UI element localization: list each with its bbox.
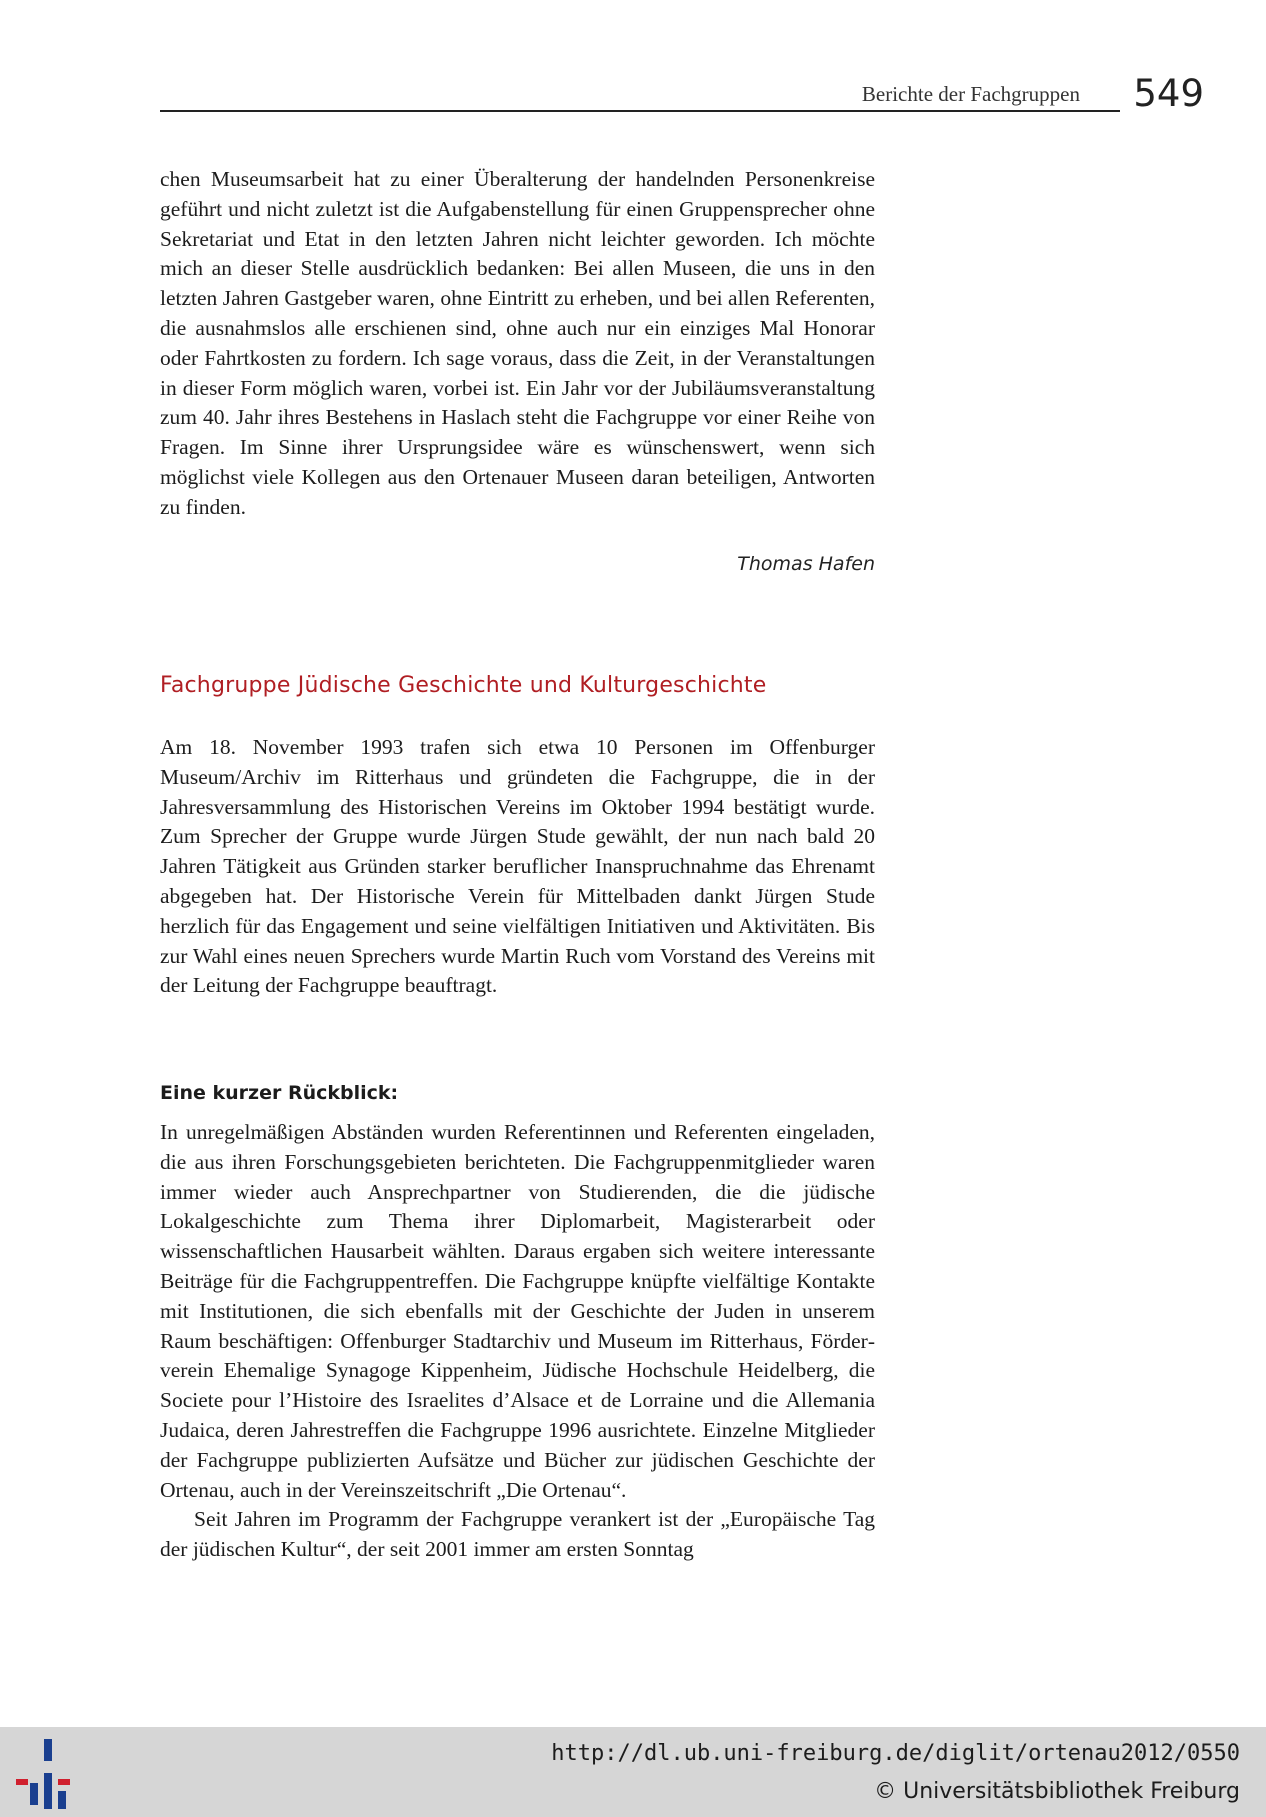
review-paragraph-1: In unregelmäßigen Abständen wurden Referentinnen und Referenten eingeladen, die aus ihren Forschungsgebieten berichteten. Die Fachgruppenmitglieder waren immer wieder auch Ansprechpartner von Studierenden, die die jüdische Lokalgeschichte zum Thema ihrer Diplomarbeit, Magisterarbeit oder wissenschaftlichen Hausarbeit wählten. Daraus ergaben sich weitere interessante Beiträge für die Fachgruppentreffen. Die Fachgruppe knüpfte vielfältige Kontakte mit Institutionen, die sich ebenfalls mit der Geschichte der Juden in unserem Raum beschäftigen: Offenburger Stadtarchiv und Museum im Ritterhaus, Förderverein Ehemalige Synagoge Kippenheim, Jüdische Hochschule Heidelberg, die Societe pour l’Histoire des Israelites d’Alsace et de Lorraine und die Allemania Judaica, deren Jahrestreffen die Fachgruppe 1996 ausrichtete. Einzelne Mitglieder der Fachgruppe publizierten Aufsätze und Bücher zur jüdischen Geschichte der Ortenau, auch in der Vereinszeitschrift „Die Ortenau“. xyxy=(160,1120,875,1502)
library-logo-icon xyxy=(16,1739,80,1809)
copyright-notice: © Universitätsbibliothek Freiburg xyxy=(874,1779,1240,1804)
document-url-link[interactable]: http://dl.ub.uni-freiburg.de/diglit/ortenau2012/0550 xyxy=(551,1741,1240,1766)
intro-paragraph-block xyxy=(160,733,875,1001)
header-rule xyxy=(160,110,1120,112)
continued-paragraph: chen Museumsarbeit hat zu einer Überalterung der handelnden Personenkreise geführt und nicht zuletzt ist die Aufgabenstellung für einen Gruppensprecher ohne Sekretariat und Etat in den letzten Jahren nicht leichter geworden. Ich möchte mich an dieser Stelle ausdrücklich bedanken: Bei allen Museen, die uns in den letzten Jahren Gastgeber waren, ohne Eintritt zu erheben, und bei allen Referenten, die ausnahmslos alle erschienen sind, ohne auch nur ein einziges Mal Honorar oder Fahrtkosten zu fordern. Ich sage voraus, dass die Zeit, in der Veranstaltungen in dieser Form möglich waren, vorbei ist. Ein Jahr vor der Jubiläumsveranstaltung zum 40. Jahr ihres Bestehens in Haslach steht die Fachgruppe vor einer Reihe von Fragen. Im Sinne ihrer Ursprungsidee wäre es wünschenswert, wenn sich möglichst viele Kollegen aus den Ortenauer Museen daran beteiligen, Antworten zu finden. xyxy=(160,167,875,519)
section-title: Fachgruppe Jüdische Geschichte und Kulturgeschichte xyxy=(160,673,767,698)
running-head xyxy=(160,66,1204,116)
continued-paragraph-block xyxy=(160,165,875,523)
review-paragraph-2: Seit Jahren im Programm der Fachgruppe verankert ist der „Europäische Tag der jüdischen Kultur“, der seit 2001 immer am ersten Sonntag xyxy=(160,1507,875,1562)
author-signature: Thomas Hafen xyxy=(737,553,875,575)
intro-paragraph: Am 18. November 1993 trafen sich etwa 10 Personen im Offenburger Museum/Archiv im Ritterhaus und gründeten die Fachgruppe, die in der Jahresversammlung des Historischen Vereins im Oktober 1994 bestätigt wurde. Zum Sprecher der Gruppe wurde Jürgen Stude gewählt, der nun nach bald 20 Jahren Tätigkeit aus Gründen starker beruflicher Inanspruchnahme das Ehrenamt abgegeben hat. Der Historische Verein für Mittelbaden dankt Jürgen Stude herzlich für das Engagement und seine vielfältigen Initiativen und Aktivitäten. Bis zur Wahl eines neuen Sprechers wurde Martin Ruch vom Vorstand des Vereins mit der Leitung der Fachgruppe beauftragt. xyxy=(160,735,875,998)
review-paragraph-block xyxy=(160,1118,875,1565)
page-number: 549 xyxy=(1133,72,1204,115)
footer-bar xyxy=(0,1727,1266,1817)
running-head-section: Berichte der Fachgruppen xyxy=(861,82,1080,106)
subheading: Eine kurzer Rückblick: xyxy=(160,1082,399,1104)
